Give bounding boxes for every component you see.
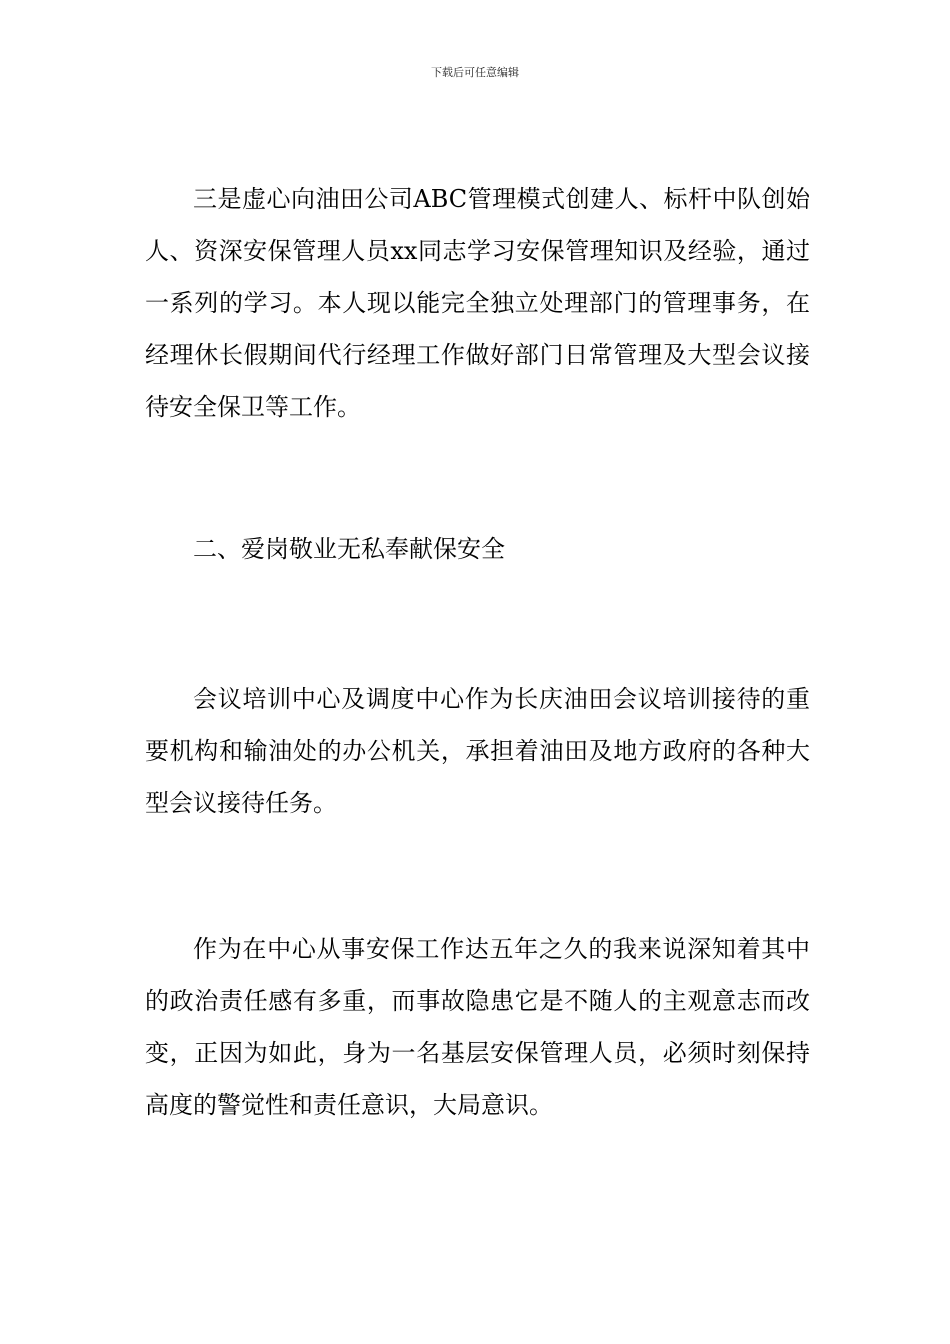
paragraph-responsibility: 作为在中心从事安保工作达五年之久的我来说深知着其中的政治责任感有多重，而事故隐患它是不随人的主观意志而改变，正因为如此，身为一名基层安保管理人员，必须时刻保持高度的警觉性和责任意识，大局意识。 (145, 935, 810, 1119)
page-header: 下载后可任意编辑 (431, 66, 519, 79)
paragraph-training-center: 会议培训中心及调度中心作为长庆油田会议培训接待的重要机构和输油处的办公机关，承担着油田及地方政府的各种大型会议接待任务。 (145, 685, 810, 817)
paragraph-management-learning: 三是虚心向油田公司ABC管理模式创建人、标杆中队创始人、资深安保管理人员xx同志学习安保管理知识及经验，通过一系列的学习。本人现以能完全独立处理部门的管理事务，在经理休长假期间代行经理工作做好部门日常管理及大型会议接待安全保卫等工作。 (145, 185, 810, 421)
section-heading-dedication: 二、爱岗敬业无私奉献保安全 (193, 535, 505, 563)
